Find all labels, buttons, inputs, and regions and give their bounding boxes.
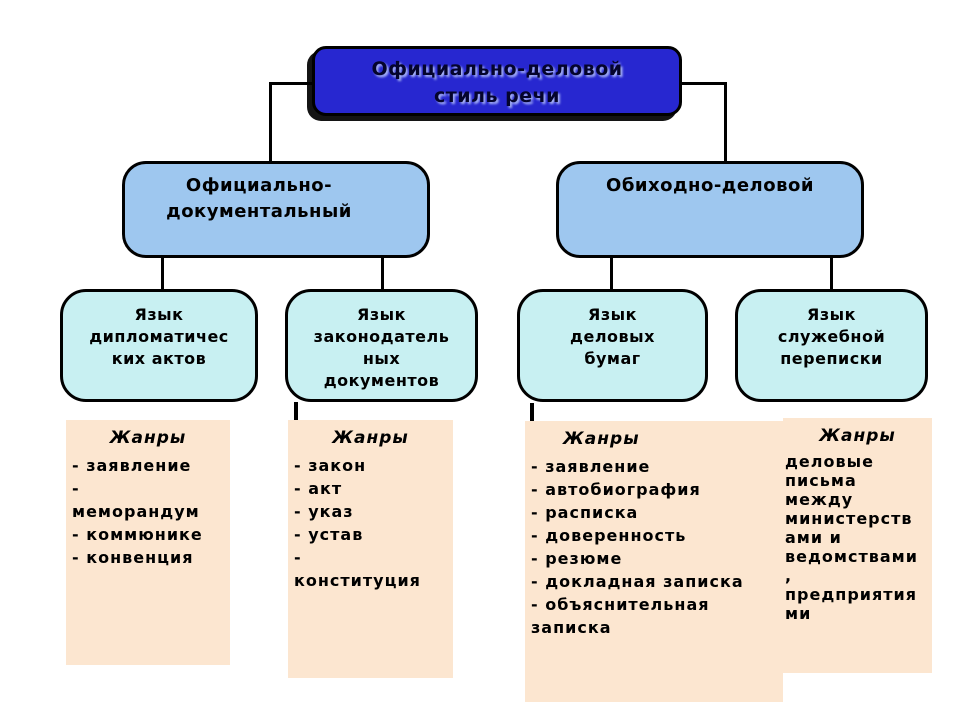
genre-list-items: деловые письма между министерств ами и ведомствами , предприятия ми xyxy=(785,452,918,623)
connector-branch1-child1 xyxy=(161,256,164,290)
branch-box-everyday-business xyxy=(556,161,864,258)
connector-root-left-vertical xyxy=(269,82,272,163)
genre-list-title: Жанры xyxy=(332,428,409,448)
connector-branch2-child1 xyxy=(610,256,613,290)
lang-label-official-correspondence: Язык служебной переписки xyxy=(777,305,886,368)
lang-box-legislative-documents xyxy=(285,289,478,402)
genre-list-items: - закон - акт - указ - устав - конституция xyxy=(294,456,421,590)
genre-list-title: Жанры xyxy=(819,426,896,446)
genre-list-items: - заявление - меморандум - коммюнике - конвенция xyxy=(72,456,203,567)
root-label: Официально-деловой стиль речи xyxy=(371,58,623,107)
genre-list-legislative xyxy=(288,420,453,678)
genre-list-diplomatic xyxy=(66,420,230,665)
lang-label-diplomatic-acts: Язык дипломатичес ких актов xyxy=(89,305,229,368)
connector-root-right-vertical xyxy=(724,82,727,163)
genre-list-items: - заявление - автобиография - расписка - доверенность - резюме - докладная записка - объяснительная записка xyxy=(531,457,744,637)
branch-box-official-documentary xyxy=(122,161,430,258)
genre-list-title: Жанры xyxy=(563,429,640,449)
branch-label-official-documentary: Официально- документальный xyxy=(166,175,352,222)
lang-label-business-papers: Язык деловых бумаг xyxy=(570,305,655,368)
lang-box-business-papers xyxy=(517,289,708,402)
genre-list-correspondence xyxy=(783,418,932,673)
branch-label-everyday-business: Обиходно-деловой xyxy=(606,175,814,196)
genre-list-title: Жанры xyxy=(109,428,187,448)
genre-list-business-papers xyxy=(525,421,783,702)
connector-branch2-child2 xyxy=(830,256,833,290)
connector-root-right-horizontal xyxy=(680,82,727,85)
connector-root-left-horizontal xyxy=(269,82,315,85)
lang-box-official-correspondence xyxy=(735,289,928,402)
lang-box-diplomatic-acts xyxy=(60,289,258,402)
root-box xyxy=(312,46,682,116)
lang-label-legislative-documents: Язык законодатель ных документов xyxy=(313,305,450,390)
connector-branch1-child2 xyxy=(381,256,384,290)
